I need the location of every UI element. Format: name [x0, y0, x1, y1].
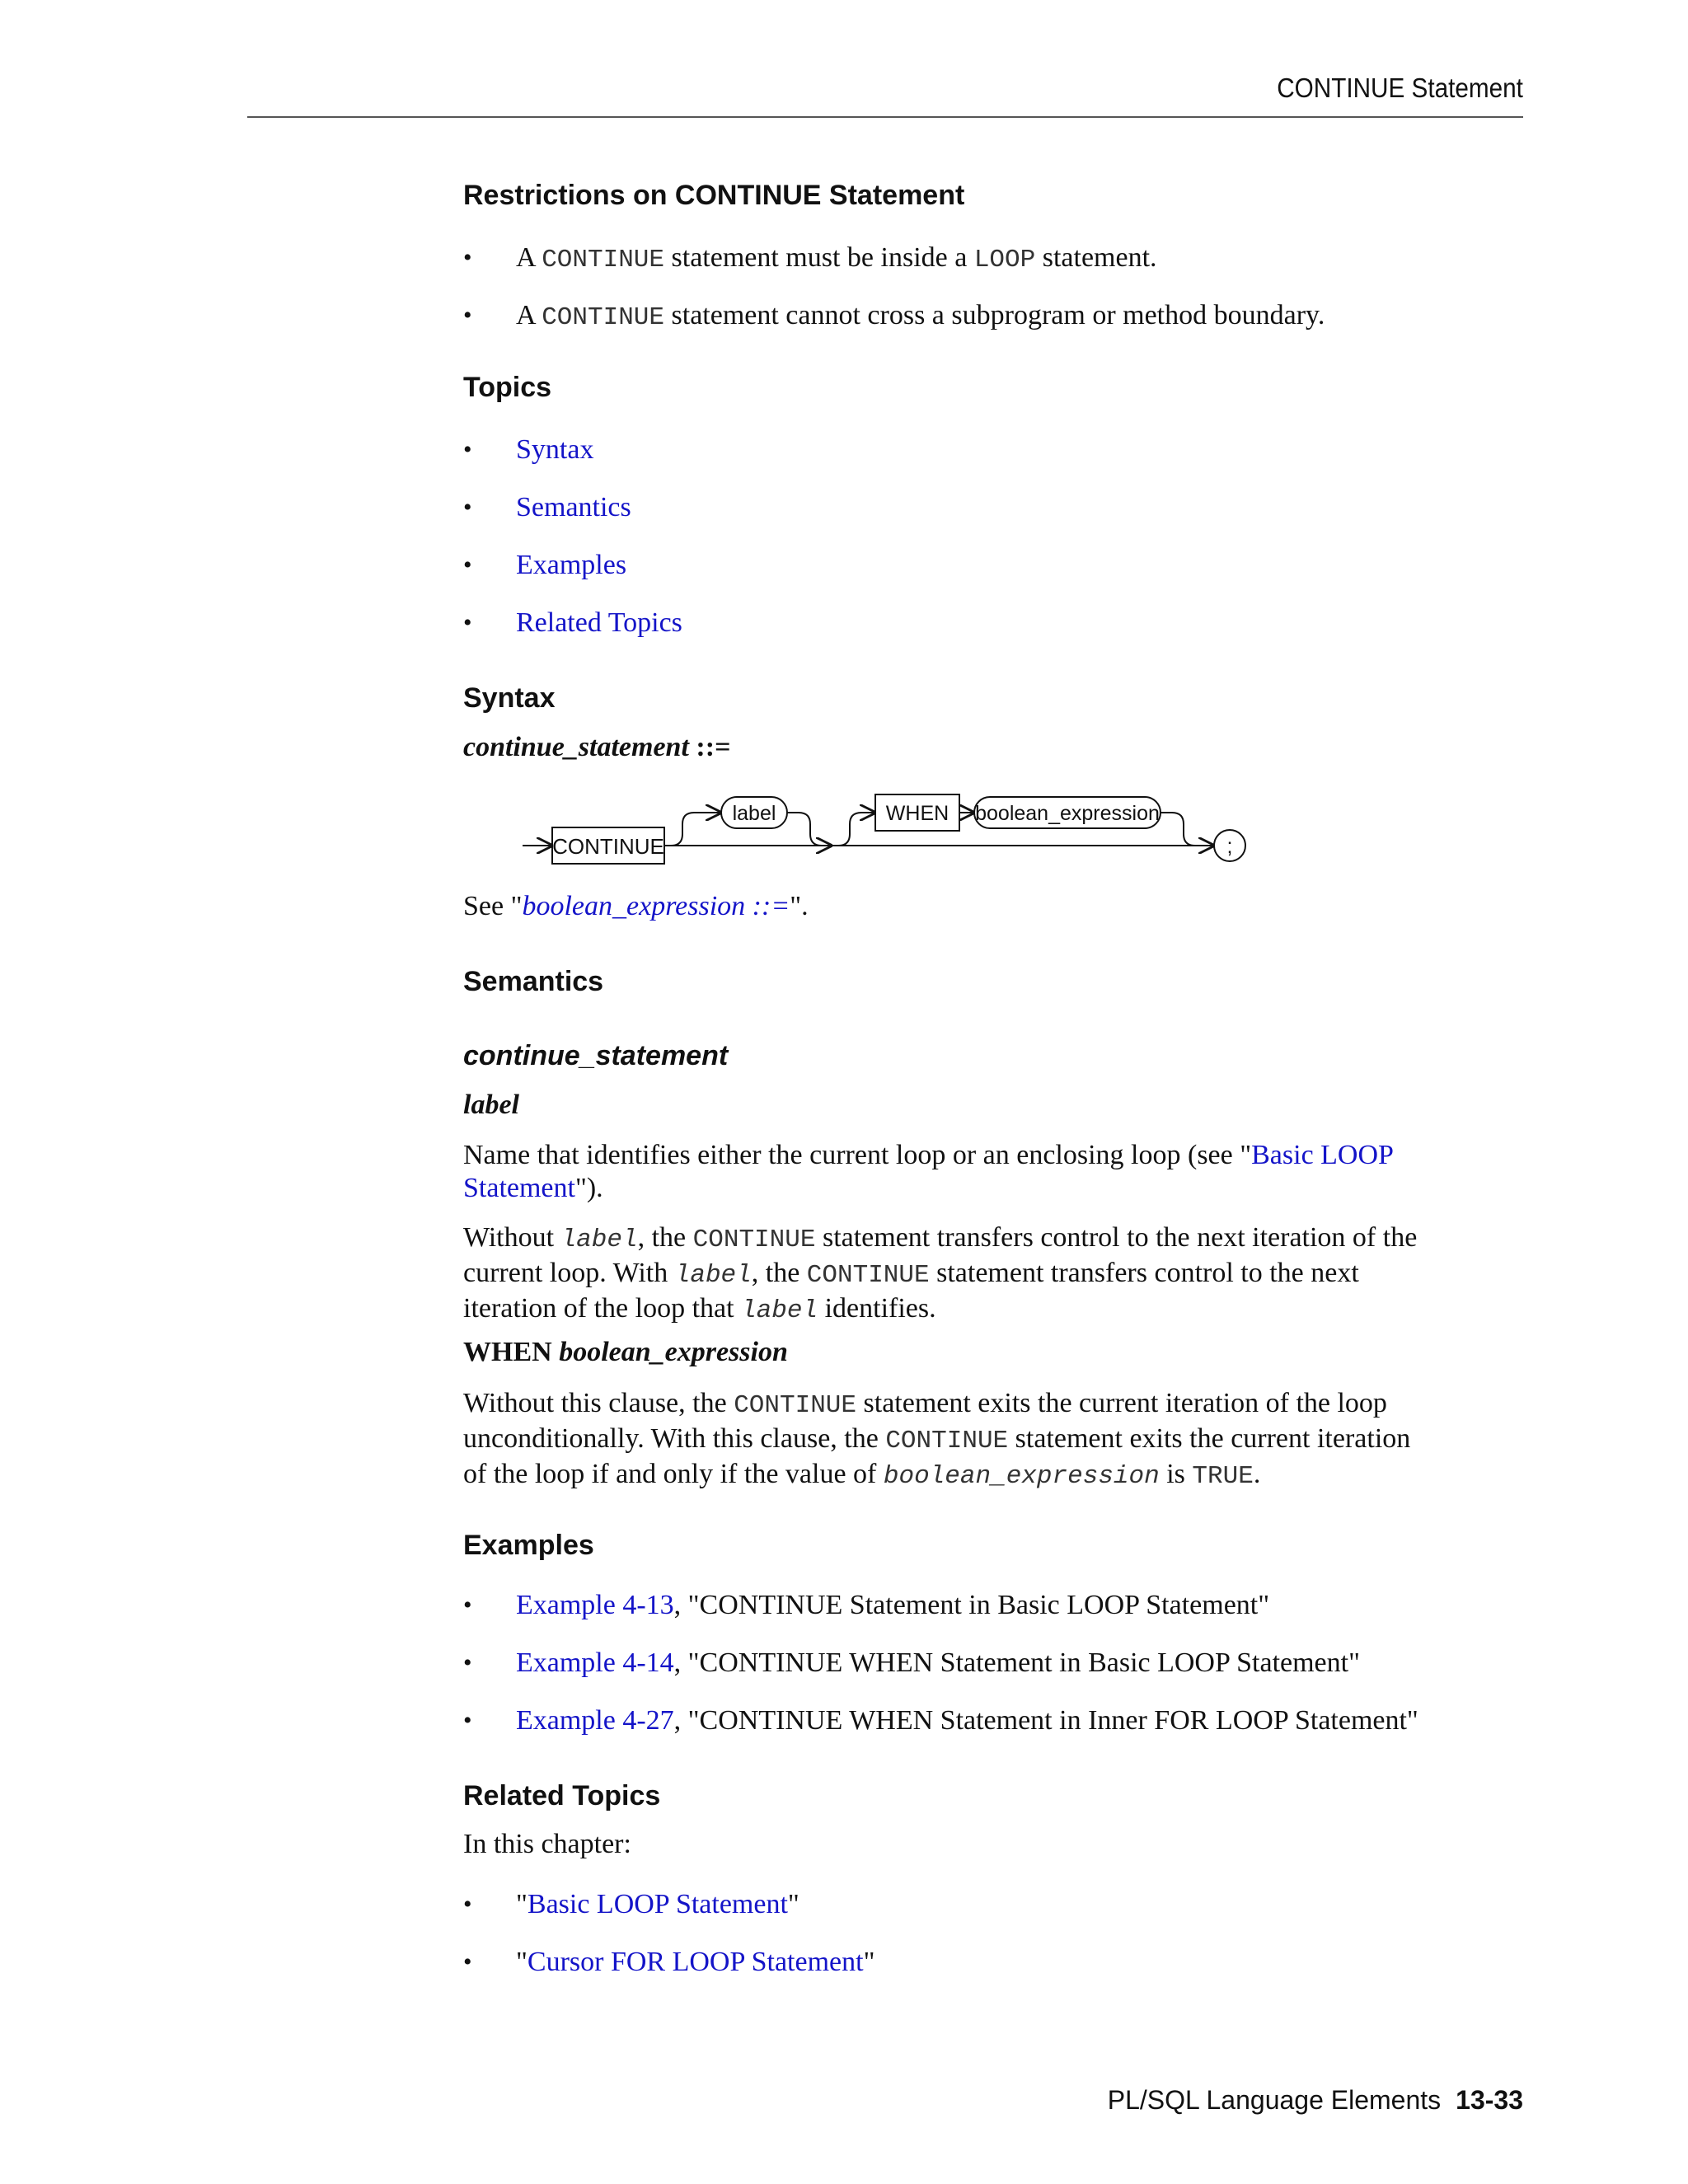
footer-page-number: 13-33: [1456, 2085, 1523, 2115]
semantics-subheading: continue_statement: [463, 1040, 729, 1071]
example-4-27-link[interactable]: Example 4-27: [516, 1705, 674, 1736]
topic-link-semantics[interactable]: Semantics: [516, 492, 631, 523]
when-description: Without this clause, the CONTINUE statement exits the current iteration of the loop unconditionally. With this clause, the CONTINUE statement exits the current iteration of the loop if and only if the value of boolean_expression is TRUE.: [463, 1388, 1411, 1491]
examples-heading: Examples: [463, 1530, 594, 1561]
footer-book-title: PL/SQL Language Elements: [1107, 2085, 1442, 2115]
bullet-icon: •: [463, 609, 472, 636]
without-label-paragraph: Without label, the CONTINUE statement transfers control to the next iteration of the current loop. With label, the CONTINUE statement transfers control to the next iteration of the loop that label identifies.: [463, 1222, 1418, 1325]
bullet-icon: •: [463, 1707, 472, 1734]
syntax-see-reference: See "boolean_expression ::=".: [463, 891, 809, 921]
diagram-when-keyword: WHEN: [885, 802, 950, 825]
topics-heading: Topics: [463, 372, 552, 403]
bullet-icon: •: [463, 302, 472, 329]
example-4-14-link[interactable]: Example 4-14: [516, 1647, 674, 1678]
bullet-icon: •: [463, 494, 472, 521]
semantics-heading: Semantics: [463, 966, 604, 997]
page-footer: [1108, 2085, 1523, 2116]
bullet-icon: •: [463, 244, 472, 271]
bullet-icon: •: [463, 1891, 472, 1918]
syntax-railroad-diagram: [463, 779, 1287, 878]
topic-link-related-topics[interactable]: Related Topics: [516, 607, 682, 638]
related-intro: In this chapter:: [463, 1829, 631, 1859]
syntax-production: continue_statement ::=: [463, 732, 731, 762]
basic-loop-statement-link[interactable]: Statement: [463, 1173, 575, 1203]
restrictions-heading: Restrictions on CONTINUE Statement: [463, 180, 965, 211]
label-term: label: [463, 1090, 519, 1120]
related-topics-heading: Related Topics: [463, 1780, 661, 1811]
topic-link-syntax[interactable]: Syntax: [516, 434, 594, 465]
bullet-icon: •: [463, 436, 472, 463]
bullet-icon: •: [463, 1948, 472, 1975]
when-term: WHEN boolean_expression: [463, 1337, 788, 1367]
cursor-for-loop-statement-link[interactable]: Cursor FOR LOOP Statement: [527, 1947, 864, 1977]
header-rule: [247, 116, 1523, 118]
document-page: CONTINUE Statement Restrictions on CONTINUE Statement • A CONTINUE statement must be inside a LOOP statement. • A CONTINUE statement cannot cross a subprogram or method boundary. Topics • Syntax • Semantics • Examples • Related Topics Syntax continue_statement ::= CONTINUE label WHEN boolean_expression ; See "boolean_expression ::=". Semantics continue_statement label Name that identifies either the current loop or an enclosing loop (see "Basic LOOP Statement"). Without label, the CONTINUE statement transfers control to the next iteration of the current loop. With label, the CONTINUE statement transfers control to the next iteration of the loop that label identifies. WHEN boolean_expression Without this clause, the CONTINUE statement exits the current iteration of the loop unconditionally. With this clause, the CONTINUE statement exits the current iteration of the loop if and only if the value of boolean_expression is TRUE. Examples • Example 4-13, "CONTINUE Statement in Basic LOOP Statement" • Example 4-14, "CONTINUE WHEN Statement in Basic LOOP Statement" • Example 4-27, "CONTINUE WHEN Statement in Inner FOR LOOP Statement" Related Topics In this chapter: • "Basic LOOP Statement" • "Cursor FOR LOOP Statement" PL/SQL Language Elements 13-33: [0, 0, 1688, 2184]
basic-loop-link[interactable]: Basic LOOP: [1251, 1140, 1394, 1170]
boolean-expression-link[interactable]: boolean_expression ::=: [522, 891, 790, 921]
diagram-boolean-expression-node: boolean_expression: [975, 802, 1160, 825]
bullet-icon: •: [463, 551, 472, 579]
diagram-terminator: ;: [1226, 835, 1233, 858]
topic-link-examples[interactable]: Examples: [516, 550, 627, 580]
basic-loop-statement-related-link[interactable]: Basic LOOP Statement: [527, 1889, 788, 1919]
running-header-title: CONTINUE Statement: [1277, 73, 1523, 103]
label-description: Name that identifies either the current loop or an enclosing loop (see "Basic LOOP Statement").: [463, 1140, 1394, 1203]
diagram-label-node: label: [732, 802, 776, 825]
diagram-continue-keyword: CONTINUE: [552, 834, 664, 859]
bullet-icon: •: [463, 1649, 472, 1676]
example-4-13-link[interactable]: Example 4-13: [516, 1590, 674, 1620]
syntax-heading: Syntax: [463, 682, 556, 714]
bullet-icon: •: [463, 1591, 472, 1619]
